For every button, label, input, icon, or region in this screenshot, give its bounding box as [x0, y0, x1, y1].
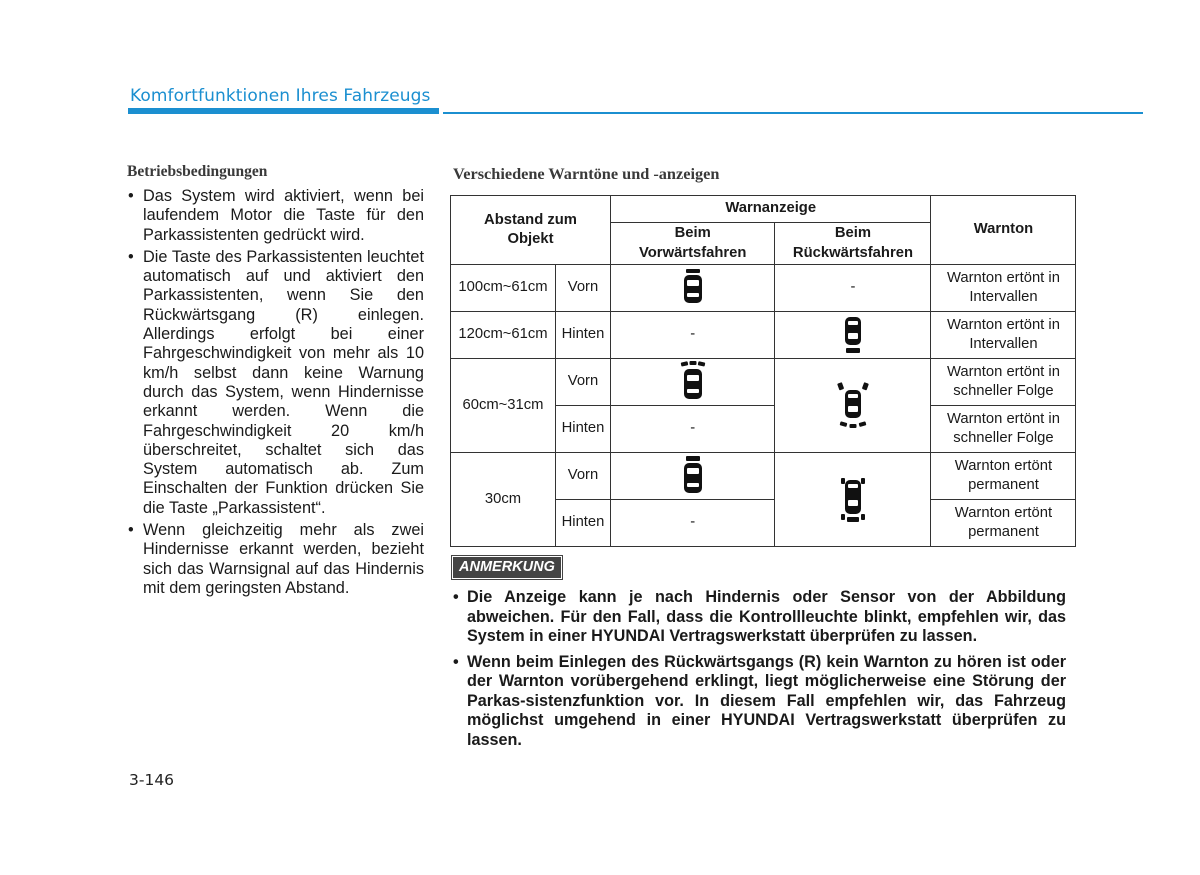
- note-item: • Wenn beim Einlegen des Rückwärtsgangs (R) kein Warnton zu hören ist oder der Warnton vorübergehend erklingt, liegt möglicherweise eine Störung der Parkas-sistenzfunktion vor. In diesem Fall empfehlen wir, das Fahrzeug möglichst umgehend in einer HYUNDAI Vertragswerkstatt überprüfen zu lassen.: [453, 652, 1066, 749]
- forward-indicator-cell: -: [611, 406, 775, 453]
- bullet-item: • Wenn gleichzeitig mehr als zwei Hindernisse erkannt werden, bezieht sich das Warnsignal auf das Hindernis mit dem geringsten Abstand.: [128, 521, 424, 597]
- page-number: 3-146: [129, 771, 175, 789]
- forward-indicator-cell: [611, 265, 775, 312]
- position-cell: Hinten: [556, 406, 611, 453]
- car-front-3-sensors-icon: [678, 361, 708, 403]
- distance-cell: 120cm~61cm: [451, 312, 556, 359]
- section-title: Komfortfunktionen Ihres Fahrzeugs: [130, 86, 431, 106]
- car-rear-1-sensor-icon: [840, 315, 866, 355]
- header-rule-thin: [443, 112, 1143, 114]
- warning-table: [450, 195, 1076, 547]
- reverse-indicator-cell: [775, 359, 931, 453]
- car-rear-sensors-mid-icon: [836, 380, 870, 432]
- tone-cell: Warnton ertönt in Intervallen: [931, 312, 1076, 359]
- header-tone: Warnton: [931, 196, 1076, 265]
- car-rear-near-icon: [838, 476, 868, 524]
- tone-cell: Warnton ertönt permanent: [931, 500, 1076, 547]
- position-cell: Hinten: [556, 500, 611, 547]
- distance-cell: 30cm: [451, 453, 556, 547]
- tone-cell: Warnton ertönt in schneller Folge: [931, 359, 1076, 406]
- forward-indicator-cell: -: [611, 500, 775, 547]
- reverse-indicator-cell: -: [775, 265, 931, 312]
- tone-cell: Warnton ertönt in Intervallen: [931, 265, 1076, 312]
- tone-cell: Warnton ertönt in schneller Folge: [931, 406, 1076, 453]
- warning-table-heading: Verschiedene Warntöne und -anzeigen: [453, 164, 720, 183]
- header-forward: Beim Vorwärtsfahren: [611, 223, 775, 265]
- header-reverse: Beim Rückwärtsfahren: [775, 223, 931, 265]
- car-front-1-sensor-icon: [680, 268, 706, 308]
- position-cell: Vorn: [556, 359, 611, 406]
- header-indicator: Warnanzeige: [611, 196, 931, 223]
- operating-conditions-heading: Betriebsbedingungen: [127, 163, 268, 180]
- notes-list: [451, 588, 1066, 756]
- forward-indicator-cell: [611, 359, 775, 406]
- bullet-item: • Die Taste des Parkassistenten leuchtet automatisch auf und aktiviert den Parkassistenten, wenn Sie den Rückwärtsgang (R) einlegen. Allerdings erfolgt bei einer Fahrgeschwindigkeit von mehr als 10 km/h selbst dann keine Warnung durch das System, wenn Hindernisse erkannt werden. Wenn die Fahrgeschwindigkeit 20 km/h überschreitet, schaltet sich das System automatisch ab. Zum Einschalten der Funktion drücken Sie die Taste „Parkassistent“.: [128, 247, 424, 517]
- distance-cell: 60cm~31cm: [451, 359, 556, 453]
- car-front-near-icon: [680, 456, 706, 496]
- header-distance: Abstand zum Objekt: [451, 196, 611, 265]
- reverse-indicator-cell: [775, 453, 931, 547]
- position-cell: Hinten: [556, 312, 611, 359]
- note-item: • Die Anzeige kann je nach Hindernis oder Sensor von der Abbildung abweichen. Für den Fall, dass die Kontrollleuchte blinkt, empfehlen wir, das System in einer HYUNDAI Vertragswerkstatt überprüfen zu lassen.: [453, 588, 1066, 645]
- tone-cell: Warnton ertönt permanent: [931, 453, 1076, 500]
- forward-indicator-cell: -: [611, 312, 775, 359]
- position-cell: Vorn: [556, 265, 611, 312]
- forward-indicator-cell: [611, 453, 775, 500]
- header-rule-thick: [128, 108, 439, 114]
- note-badge: ANMERKUNG: [452, 556, 562, 579]
- position-cell: Vorn: [556, 453, 611, 500]
- bullet-item: • Das System wird aktiviert, wenn bei laufendem Motor die Taste für den Parkassistenten gedrückt wird.: [128, 187, 424, 244]
- distance-cell: 100cm~61cm: [451, 265, 556, 312]
- reverse-indicator-cell: [775, 312, 931, 359]
- left-column: [126, 163, 424, 601]
